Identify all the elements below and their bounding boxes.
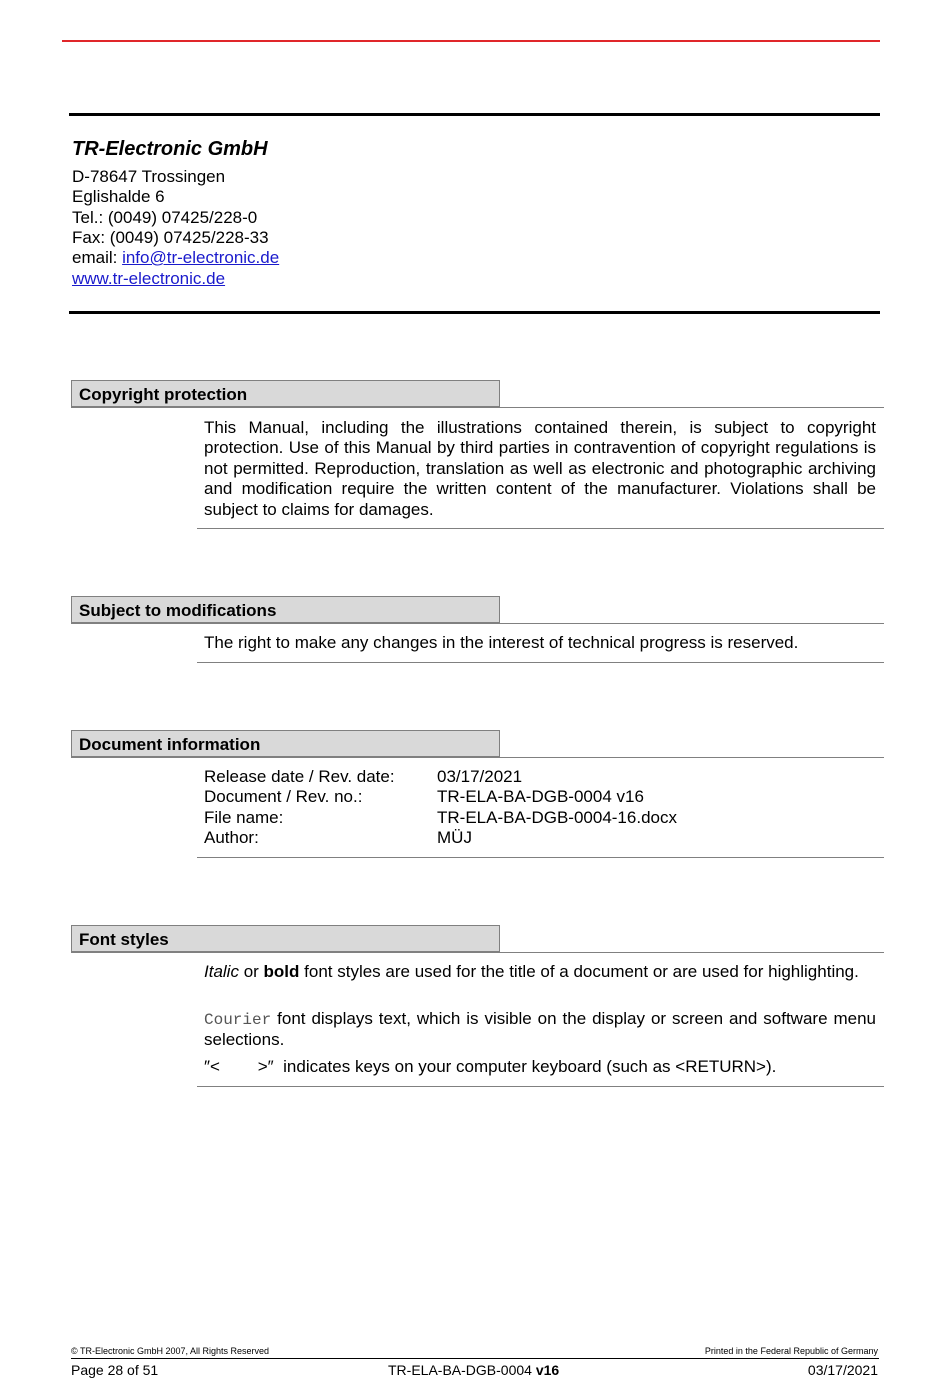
section-bottom-rule: [197, 1086, 884, 1087]
modifications-text: The right to make any changes in the interest of technical progress is reserved.: [204, 633, 799, 652]
address-line: Eglishalde 6: [72, 187, 165, 206]
email-line: [72, 248, 279, 268]
section-bottom-rule: [197, 528, 884, 529]
fontstyles-line3-rest: indicates keys on your computer keyboard (such as <RETURN>).: [273, 1057, 777, 1076]
docinfo-section-title: Document information: [71, 730, 500, 757]
header-bottom-rule: [69, 311, 880, 314]
footer-date: 03/17/2021: [807, 1362, 878, 1378]
fontstyles-keys-text: [204, 1057, 876, 1077]
phone-line: Tel.: (0049) 07425/228-0: [72, 208, 258, 227]
file-name-label: File name:: [204, 808, 284, 827]
document-no-label: Document / Rev. no.:: [204, 787, 363, 806]
keys-symbol: ″< >″: [204, 1057, 274, 1076]
email-label: email:: [72, 248, 123, 267]
bold-sample: bold: [263, 962, 300, 981]
address-line: D-78647 Trossingen: [72, 167, 226, 186]
document-no-value: TR-ELA-BA-DGB-0004 v16: [437, 787, 644, 806]
courier-sample: Courier: [204, 1011, 272, 1029]
website-link[interactable]: www.tr-electronic.de: [72, 269, 226, 288]
section-divider: [71, 623, 884, 624]
copyright-text: This Manual, including the illustrations contained therein, is subject to copyright protection. Use of this Manual by third parties in contravention of copyright regulations is not permitted. Reproduction, translation as well as electronic and photographic archiving and modification require the written content of the manufacturer. Violations shall be subject to claims for damages.: [204, 418, 876, 519]
website-line: [72, 269, 225, 289]
header-top-rule: [69, 113, 880, 116]
header-red-rule: [62, 40, 880, 42]
footer-doc-number: [388, 1362, 559, 1378]
section-bottom-rule: [197, 857, 884, 858]
fax-line: Fax: (0049) 07425/228-33: [72, 228, 269, 247]
fontstyles-courier-text: [204, 1009, 876, 1051]
section-bottom-rule: [197, 662, 884, 663]
section-divider: [71, 407, 884, 408]
release-date-label: Release date / Rev. date:: [204, 767, 395, 786]
copyright-section-title: Copyright protection: [71, 380, 500, 407]
file-name-value: TR-ELA-BA-DGB-0004-16.docx: [437, 808, 677, 827]
author-label: Author:: [204, 828, 259, 847]
footer-copyright: © TR-Electronic GmbH 2007, All Rights Reserved: [71, 1346, 270, 1356]
section-divider: [71, 757, 884, 758]
company-name: TR-Electronic GmbH: [72, 138, 268, 160]
author-value: MÜJ: [437, 828, 472, 847]
footer-rule: [71, 1358, 879, 1359]
doc-number: TR-ELA-BA-DGB-0004: [388, 1362, 536, 1378]
page-number: Page 28 of 51: [71, 1362, 159, 1378]
modifications-section-title: Subject to modifications: [71, 596, 500, 623]
fontstyles-line1-rest: font styles are used for the title of a document or are used for highlighting.: [299, 962, 859, 981]
section-divider: [71, 952, 884, 953]
fontstyles-italic-bold-text: [204, 962, 876, 982]
release-date-value: 03/17/2021: [437, 767, 523, 786]
or-word: or: [238, 962, 264, 981]
email-link[interactable]: info@tr-electronic.de: [122, 248, 280, 267]
fontstyles-line2-rest: font displays text, which is visible on the display or screen and software menu selections.: [204, 1009, 876, 1050]
footer-printed: Printed in the Federal Republic of Germany: [704, 1346, 878, 1356]
doc-version: v16: [535, 1362, 560, 1378]
fontstyles-section-title: Font styles: [71, 925, 500, 952]
italic-sample: Italic: [204, 962, 239, 981]
